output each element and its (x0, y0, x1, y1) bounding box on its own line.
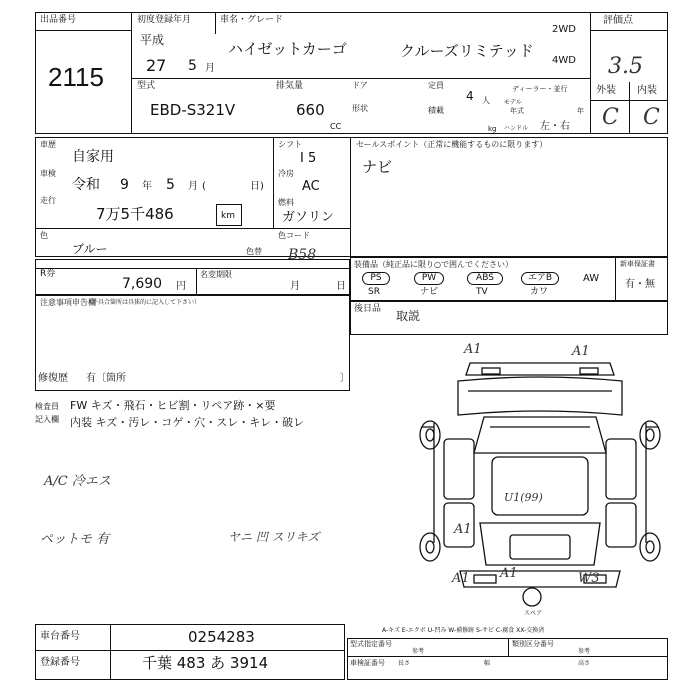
notes-label: 注意事項申告欄 (40, 298, 96, 307)
chassis-number: 0254283 (188, 628, 255, 646)
rating-label: 評価点 (603, 15, 633, 26)
drive-4wd: 4WD (552, 55, 576, 66)
damage-mark-5: A1 (452, 571, 470, 586)
chassis-label: 車台番号 (40, 631, 80, 642)
repair-value: 有〔箇所 (86, 373, 126, 384)
history-value: 自家用 (72, 149, 114, 165)
handwritten-note-1: A/C 冷エス (44, 474, 111, 489)
registration-label: 登録番号 (40, 657, 80, 668)
equip-aw: AW (583, 273, 600, 284)
inspection-month: 5 (166, 177, 175, 193)
reg-month: 5 (188, 58, 197, 74)
name-change-label: 名変期限 (200, 270, 232, 279)
inspection-month-unit: 月 (188, 181, 198, 192)
notes-hint: （不具合箇所は具体的に記入して下さい） (86, 299, 201, 306)
ac-value: AC (302, 179, 320, 194)
name-change-month: 月 (290, 281, 300, 292)
equip-airbag: エアB (521, 272, 559, 285)
equip-abs: ABS (467, 272, 503, 285)
recycle-label: R券 (40, 269, 56, 279)
spare-label: スペア (524, 610, 543, 617)
shift-value: I 5 (300, 151, 317, 166)
damage-mark-7: W3 (578, 571, 600, 586)
mileage-value: 7万5千486 (96, 205, 174, 223)
reg-year: 27 (146, 56, 167, 75)
lot-number: 2115 (48, 62, 104, 92)
displacement-value: 660 (296, 101, 325, 119)
load-label: 積載 (428, 106, 444, 115)
equipment-label: 装備品（純正品に限り○で囲んでください） (354, 260, 513, 269)
equip-tv: TV (476, 287, 488, 297)
recycle-fee: 7,690 (122, 276, 163, 292)
notes-block (35, 295, 350, 391)
exterior-grade: C (602, 105, 619, 130)
door-label: ドア (352, 81, 368, 90)
capacity-label: 定員 (428, 81, 444, 90)
ac-label: 冷房 (278, 169, 294, 178)
capacity-value: 4 (466, 89, 474, 103)
fuel-value: ガソリン (282, 210, 335, 225)
inspection-label: 車検 (40, 169, 56, 178)
shift-label: シフト (278, 140, 302, 149)
damage-legend: A-キズ E-エクボ U-凹み W-補修跡 S-サビ C-腐食 XX-交換済 (382, 627, 545, 634)
color-code-label: 色コード (278, 231, 310, 240)
type-ref: 参考 (412, 648, 425, 655)
handwritten-note-2: ペットモ 有 (40, 532, 110, 547)
car-grade: クルーズリミテッド (400, 42, 534, 60)
handle-value: 左・右 (540, 121, 570, 132)
equip-sr: SR (368, 287, 380, 297)
first-reg-label: 初度登録年月 (137, 15, 192, 25)
model-year-label-2: 年式 (510, 107, 524, 115)
history-label: 車歴 (40, 140, 56, 149)
vehicle-damage-diagram (400, 335, 680, 620)
displacement-label: 排気量 (276, 81, 304, 91)
selling-value: ナビ (362, 158, 393, 176)
handwritten-note-3: ヤニ 凹 スリキズ (228, 530, 320, 544)
capacity-unit: 人 (482, 96, 490, 105)
damage-mark-2: A1 (572, 344, 590, 359)
inspector-label-1: 検査員 (35, 402, 59, 411)
interior-grade: C (643, 105, 660, 130)
model-label: 型式 (137, 81, 156, 91)
equip-pw: PW (414, 272, 444, 285)
inspection-year-unit: 年 (142, 181, 152, 192)
year-unit: 年 (577, 107, 584, 115)
color-change-label: 色替 (246, 247, 262, 256)
model-year-label-1: モデル (504, 99, 522, 106)
day-unit: 日) (250, 181, 264, 192)
km-unit: km (221, 211, 235, 221)
equip-ps: PS (362, 272, 390, 285)
shape-label: 形状 (352, 104, 368, 113)
color-value: ブルー (72, 242, 108, 256)
accessories-label: 後日品 (354, 304, 382, 314)
inspector-label-2: 記入欄 (35, 415, 59, 424)
damage-mark-3: U1(99) (504, 491, 543, 504)
class-number-label: 類別区分番号 (512, 640, 554, 648)
length-label: 長さ (398, 660, 411, 667)
inspector-line-2: 内装 キズ・汚レ・コゲ・穴・スレ・キレ・破レ (70, 416, 305, 429)
inspection-year: 9 (120, 177, 129, 193)
equip-leather: カワ (530, 287, 549, 297)
width-label: 幅 (484, 660, 491, 667)
name-change-day: 日 (336, 281, 346, 292)
reg-era: 平成 (140, 33, 165, 47)
inspector-line-1: FW キズ・飛石・ヒビ割・リペア跡・×要 (70, 399, 276, 412)
damage-mark-4: A1 (454, 522, 472, 537)
exterior-label: 外装 (596, 85, 616, 96)
repair-close: 〕 (340, 373, 350, 384)
color-code-value: B58 (288, 247, 317, 263)
type-number-label: 型式指定番号 (350, 640, 392, 648)
model-code: EBD-S321V (150, 101, 236, 119)
accessories-value: 取説 (396, 309, 421, 323)
mileage-label: 走行 (40, 196, 56, 205)
cc-unit: CC (330, 122, 342, 131)
rating-value: 3.5 (608, 54, 643, 79)
repair-label: 修復歴 (38, 373, 68, 384)
inspection-era: 令和 (72, 177, 100, 193)
damage-mark-1: A1 (464, 342, 482, 357)
class-ref: 参考 (578, 648, 591, 655)
recycle-block (35, 259, 350, 295)
handle-label: ハンドル (504, 125, 529, 132)
dealer-label: ディーラー・並行 (512, 85, 568, 93)
equip-navi: ナビ (420, 287, 439, 297)
yen-unit: 円 (176, 281, 186, 292)
color-label: 色 (40, 231, 48, 240)
damage-mark-6: A1 (500, 566, 518, 581)
lot-label: 出品番号 (40, 15, 77, 25)
selling-label: セールスポイント（正常に機能するものに限ります） (356, 140, 548, 149)
carname-label: 車名・グレード (220, 15, 284, 25)
cert-label: 車検証番号 (350, 659, 385, 667)
fuel-label: 燃料 (278, 198, 294, 207)
warranty-value: 有・無 (625, 279, 655, 290)
height-label: 高さ (578, 660, 591, 667)
car-name: ハイゼットカーゴ (228, 40, 347, 58)
details-block (35, 137, 668, 257)
drive-2wd: 2WD (552, 24, 576, 35)
day-paren: ( (202, 181, 206, 192)
kg-unit: kg (488, 125, 497, 133)
interior-label: 内装 (637, 85, 657, 96)
warranty-label: 新車保証書 (620, 260, 655, 268)
reg-month-unit: 月 (205, 63, 215, 74)
registration-number: 千葉 483 あ 3914 (142, 654, 269, 672)
